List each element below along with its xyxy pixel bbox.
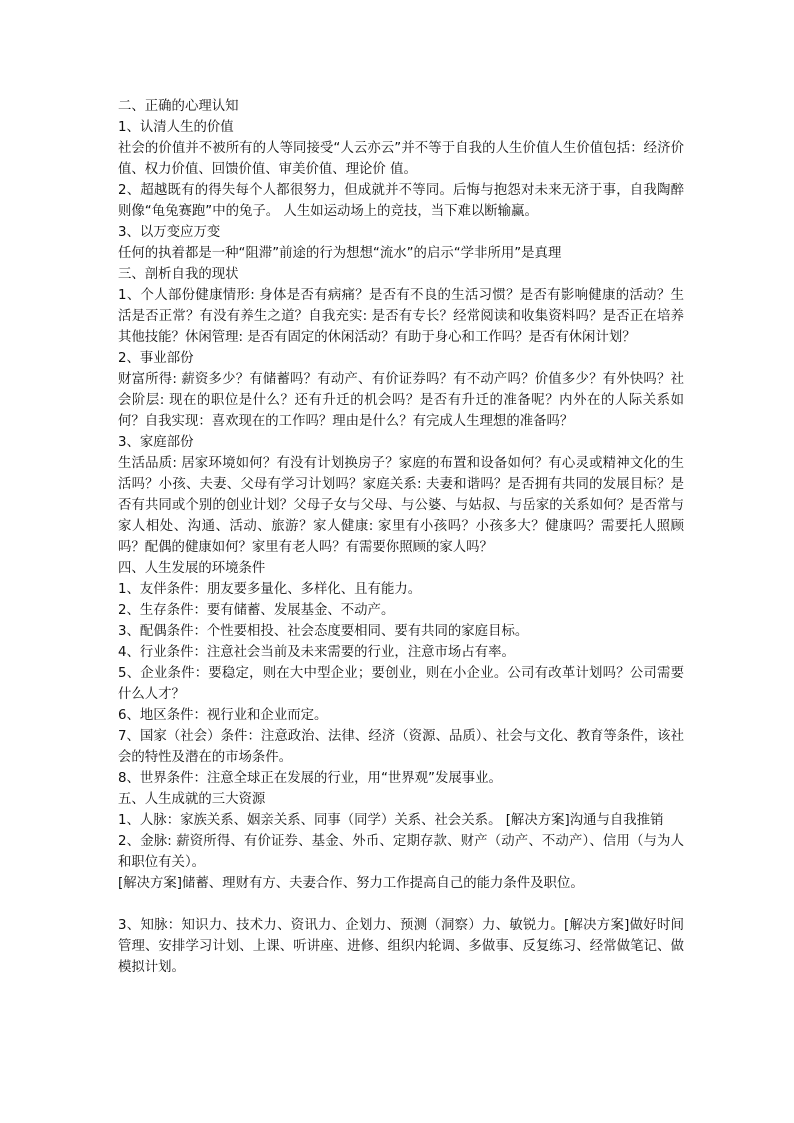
paragraph-beyond-gains: 2、超越既有的得失每个人都很努力，但成就并不等同。后悔与抱怨对未来无济于事，自我陶醉则像“龟兔赛跑”中的兔子。 人生如运动场上的竞技，当下难以断输赢。 [118,183,684,219]
list-item-companion: 1、友伴条件：朋友要多量化、多样化、且有能力。 [118,582,422,597]
subheading-life-value: 1、认清人生的价值 [118,120,234,135]
document-page [118,96,684,978]
heading-self-status: 三、剖析自我的现状 [118,267,239,282]
subheading-career-part: 2、事业部份 [118,351,194,366]
subheading-adapt-change: 3、以万变应万变 [118,225,221,240]
list-item-world: 8、世界条件：注意全球正在发展的行业，用“世界观”发展事业。 [118,771,502,786]
list-item-knowledge: 3、知脉：知识力、技术力、资讯力、企划力、预测（洞察）力、敏锐力。[解决方案]做好时间管理、安排学习计划、上课、听讲座、进修、组织内轮调、多做事、反复练习、经常做笔记、做模拟计划。 [118,918,684,975]
paragraph-life-value: 社会的价值并不被所有的人等同接受“人云亦云”并不等于自我的人生价值人生价值包括：经济价值、权力价值、回馈价值、审美价值、理论价 值。 [118,141,684,177]
list-item-spouse: 3、配偶条件：个性要相投、社会态度要相同、要有共同的家庭目标。 [118,624,529,639]
paragraph-career-part: 财富所得: 薪资多少？有储蓄吗？有动产、有价证券吗？有不动产吗？价值多少？有外快吗？社会阶层: 现在的职位是什么？还有升迁的机会吗？是否有升迁的准备呢？内外在的人际关系如何？自我实现：喜欢现在的工作吗？理由是什么？有完成人生理想的准备吗？ [118,372,684,429]
paragraph-personal-part: 1、个人部份健康情形: 身体是否有病痛？是否有不良的生活习惯？是否有影响健康的活动？生活是否正常？有没有养生之道？自我充实: 是否有专长？经常阅读和收集资料吗？是否正在培养其他技能？休闲管理: 是否有固定的休闲活动？有助于身心和工作吗？是否有休闲计划？ [118,288,684,345]
blank-line [118,894,684,915]
list-item-enterprise: 5、企业条件：要稳定，则在大中型企业；要创业，则在小企业。公司有改革计划吗？公司需要什么人才？ [118,666,684,702]
list-item-industry: 4、行业条件：注意社会当前及未来需要的行业，注意市场占有率。 [118,645,515,660]
list-item-region: 6、地区条件：视行业和企业而定。 [118,708,328,723]
paragraph-finance-solution: [解决方案]储蓄、理财有方、夫妻合作、努力工作提高自己的能力条件及职位。 [118,876,584,891]
list-item-network: 1、人脉：家族关系、姻亲关系、同事（同学）关系、社会关系。 [解决方案]沟通与自我推销 [118,813,664,828]
heading-environment-conditions: 四、人生发展的环境条件 [118,561,266,576]
heading-psychological-cognition: 二、正确的心理认知 [118,99,239,114]
subheading-family-part: 3、家庭部份 [118,435,194,450]
paragraph-family-part: 生活品质: 居家环境如何？有没有计划换房子？家庭的布置和设备如何？有心灵或精神文化的生活吗？小孩、夫妻、父母有学习计划吗？家庭关系: 夫妻和谐吗？是否拥有共同的发展目标？是否有共同或个别的创业计划？父母子女与父母、与公婆、与姑叔、与岳家的关系如何？是否常与家人相处、沟通、活动、旅游？家人健康: 家里有小孩吗？小孩多大？健康吗？需要托人照顾吗？配偶的健康如何？家里有老人吗？有需要你照顾的家人吗？ [118,456,684,555]
heading-three-resources: 五、人生成就的三大资源 [118,792,266,807]
list-item-survival: 2、生存条件：要有储蓄、发展基金、不动产。 [118,603,395,618]
list-item-nation: 7、国家（社会）条件：注意政治、法律、经济（资源、品质）、社会与文化、教育等条件，该社会的特性及潜在的市场条件。 [118,729,684,765]
list-item-finance: 2、金脉: 薪资所得、有价证券、基金、外币、定期存款、财产（动产、不动产）、信用（与为人和职位有关）。 [118,834,684,870]
paragraph-adapt-change: 任何的执着都是一种“阻滞”前途的行为想想“流水”的启示“学非所用”是真理 [118,246,562,261]
